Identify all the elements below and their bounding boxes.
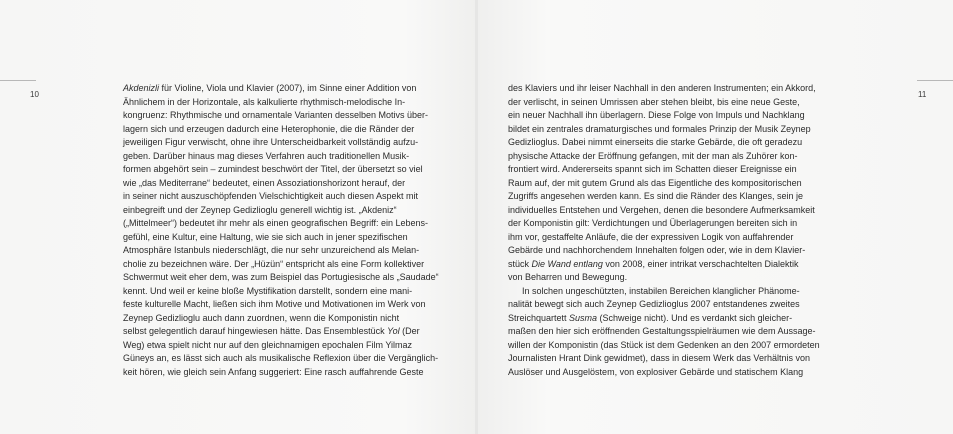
text-run: kennt. Und weil er keine bloße Mystifikation darstellt, sondern eine mani- [123,285,413,296]
text-run: Zugriffs angesehen werden kann. Es sind die Ränder des Klanges, sein je [508,191,804,201]
text-line [123,177,439,191]
text-line [123,96,439,110]
text-run: cholie zu bezeichnen wäre. Der „Hüzün“ entspricht als eine Form kollektiver [123,258,425,269]
text-run: in seiner nicht auszuschöpfenden Vielschichtigkeit auch diesen Aspekt mit [123,191,419,201]
text-run: der verlischt, in seinen Umrissen aber stehen bleibt, bis eine neue Geste, [508,96,800,107]
text-run: Güneys an, es lässt sich auch als musikalische Reflexion über die Vergänglich- [123,353,439,363]
left-page-rule [0,80,36,81]
text-line [123,352,439,366]
text-line [123,123,439,137]
text-line [123,204,439,218]
text-run: (Schweige nicht). Und es verdankt sich gleicher- [597,312,793,323]
text-run: Ähnlichem in der Horizontale, als kalkulierte rhythmisch-melodische In- [123,96,406,107]
text-line [123,217,439,231]
text-line [508,298,820,312]
text-line [123,298,439,312]
text-line [508,312,820,326]
text-line [123,325,439,339]
text-line [123,258,439,272]
right-page-rule [917,80,953,81]
text-run: maßen den hier sich eröffnenden Gestaltungsspielräumen wie dem Aussage- [508,326,816,336]
italic-title: Die Wand entlang [531,258,603,269]
text-line [123,82,439,96]
text-line [508,96,820,110]
right-page-number: 11 [918,90,927,99]
text-run: Weg) etwa spielt nicht nur auf den gleichnamigen epochalen Film Yilmaz [123,339,412,350]
left-body-text [123,82,439,379]
text-run: Atmosphäre Istanbuls niederschlägt, die nur sehr unzureichend als Melan- [123,245,420,255]
text-run: keit hören, wie gleich sein Anfang suggeriert: Eine rasch auffahrende Geste [123,366,424,377]
italic-title: Akdenizli [123,83,160,93]
text-run: Zeynep Gedizlioglu auch dann zuordnen, wenn die Komponistin nicht [123,312,400,323]
text-line [123,136,439,150]
text-run: Streichquartett [508,312,570,323]
text-run: bildet ein zentrales dramaturgisches und formales Prinzip der Musik Zeynep [508,123,811,134]
text-line [508,271,820,285]
text-run: ein neuer Nachhall ihn überlagern. Diese Folge von Impuls und Nachklang [508,110,805,120]
text-line [508,123,820,137]
italic-title: Yol [387,326,400,336]
text-run: physische Attacke der Eröffnung gefangen, mit der man als Zuhörer kon- [508,150,798,161]
text-run: von 2008, einer intrikat verschachtelten Dialektik [602,258,799,269]
text-run: lagern sich und erzeugen dadurch eine Heterophonie, die die Ränder der [123,123,415,134]
text-line [123,190,439,204]
text-line [123,244,439,258]
text-run: In solchen ungeschützten, instabilen Bereichen klanglicher Phänome- [522,285,800,296]
text-run: formen abgehört sein – zumindest beschwört der Titel, der übersetzt so viel [123,164,423,174]
text-line [508,217,820,231]
text-line [508,177,820,191]
book-gutter [475,0,478,434]
text-run: von Beharren und Bewegung. [508,272,628,282]
text-run: Gedizlioglus. Dabei nimmt einerseits die starke Gebärde, die oft geradezu [508,137,803,147]
text-line [508,136,820,150]
text-run: individuelles Entstehen und Vergehen, denen die besondere Aufmerksamkeit [508,204,815,215]
text-run: Journalisten Hrant Dink gewidmet), dass in diesem Werk das Verhältnis von [508,353,810,363]
text-line [123,163,439,177]
text-line [123,150,439,164]
text-run: Raum auf, der mit gutem Grund als das Eigentliche des kompositorischen [508,177,802,188]
text-run: gefühl, eine Kultur, eine Haltung, wie sie sich auch in jener spezifischen [123,231,408,242]
text-run: kongruenz: Rhythmische und ornamentale Varianten desselben Motivs über- [123,110,429,120]
text-run: („Mittelmeer“) bedeutet ihr mehr als einen geografischen Begriff: ein Lebens- [123,218,428,228]
text-run: einbegreift und der Zeynep Gedizlioglu generell wichtig ist. „Akdeniz“ [123,204,397,215]
text-run: feste kulturelle Macht, ließen sich ihm Motive und Motivationen im Werk von [123,299,426,309]
text-line [508,231,820,245]
text-line [123,285,439,299]
text-line [123,231,439,245]
text-run: wie „das Mediterrane“ bedeutet, einen Assoziationshorizont herauf, der [123,177,406,188]
italic-title: Susma [569,312,598,323]
text-run: willen der Komponistin (das Stück ist dem Gedenken an den 2007 ermordeten [508,339,820,350]
text-line [508,109,820,123]
text-run: für Violine, Viola und Klavier (2007), im Sinne einer Addition von [159,83,417,93]
text-line [123,312,439,326]
text-line [508,339,820,353]
text-line [508,285,820,299]
text-run: Gebärde und nachhorchendem Innehalten folgen oder, wie in dem Klavier- [508,245,806,255]
text-line [123,339,439,353]
text-line [123,271,439,285]
text-run: des Klaviers und ihr leiser Nachhall in den anderen Instrumenten; ein Akkord, [508,83,816,93]
text-line [508,352,820,366]
text-run: nalität bewegt sich auch Zeynep Gedizlioglus 2007 entstandenes zweites [508,299,800,309]
text-run: der Komponistin gilt: Verdichtungen und Überlagerungen bereiten sich in [508,218,798,228]
text-line [123,109,439,123]
right-body-text [508,82,820,379]
text-line [508,244,820,258]
text-run: geben. Darüber hinaus mag dieses Verfahren auch traditionellen Musik- [123,150,410,161]
text-run: stück [508,258,532,269]
text-run: Auslöser und Ausgelöstem, von explosiver Gebärde und statischem Klang [508,366,804,377]
text-line [508,163,820,177]
text-line [508,190,820,204]
text-run: selbst gelegentlich darauf hingewiesen hätte. Das Ensemblestück [123,326,388,336]
text-run: jeweiligen Figur verwischt, ohne ihre Unterscheidbarkeit vollständig aufzu- [123,137,419,147]
text-line [508,366,820,380]
text-line [508,204,820,218]
text-line [508,82,820,96]
text-line [123,366,439,380]
text-line [508,150,820,164]
text-line [508,325,820,339]
text-run: ihm vor, gestaffelte Anläufe, die der expressiven Logik von auffahrender [508,231,794,242]
text-line [508,258,820,272]
text-run: Schwermut weit eher dem, was zum Beispiel das Portugiesische als „Saudade“ [123,272,439,282]
left-page-number: 10 [30,90,39,99]
text-run: (Der [399,326,420,336]
text-run: frontiert wird. Andererseits spannt sich im Schatten dieser Ereignisse ein [508,164,797,174]
